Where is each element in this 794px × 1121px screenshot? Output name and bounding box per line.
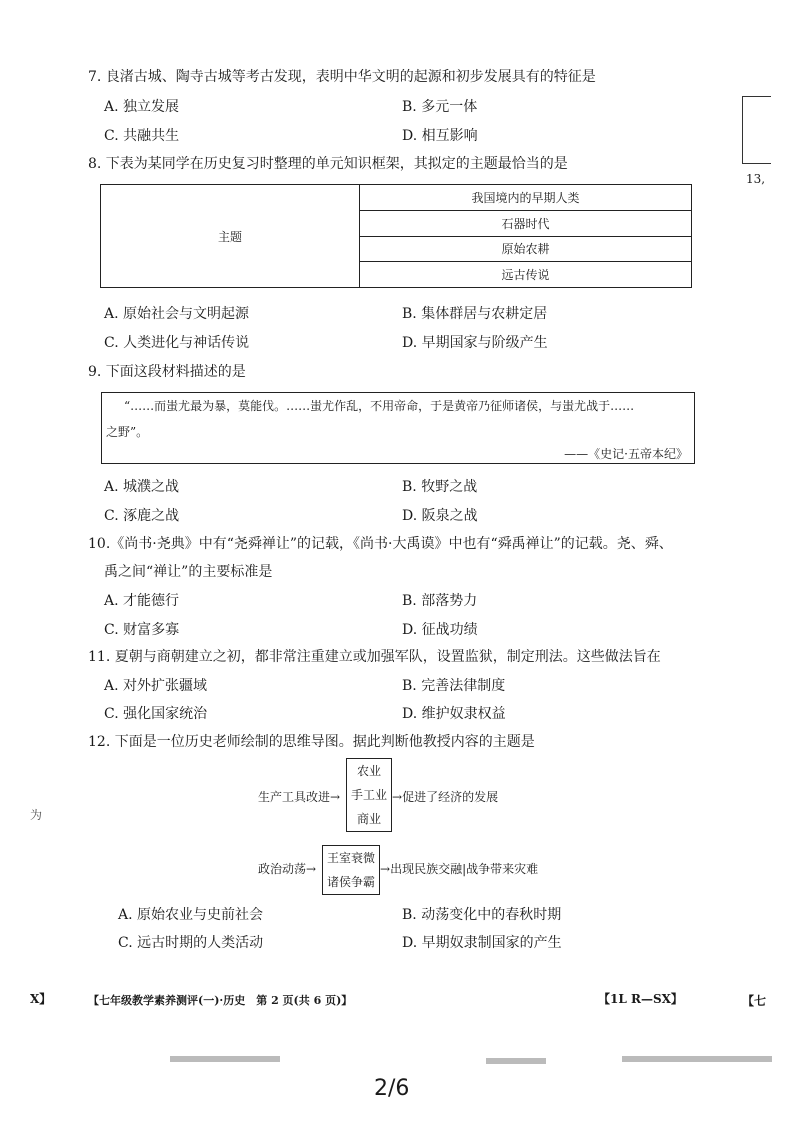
map2-item: 诸侯争霸 xyxy=(326,875,375,889)
q9-option-b: B. 牧野之战 xyxy=(402,479,478,495)
map1-left-label: 生产工具改进→ xyxy=(258,790,341,804)
map1-right-label: →促进了经济的发展 xyxy=(392,790,499,804)
map2-left-label: 政治动荡→ xyxy=(258,862,317,876)
page-indicator: 2/6 xyxy=(374,1076,410,1101)
map1-item: 手工业 xyxy=(350,788,387,802)
footer-left-mark: X】 xyxy=(30,992,52,1006)
footer-code: 【1L R—SX】 xyxy=(598,992,683,1006)
q8-stem: 8. 下表为某同学在历史复习时整理的单元知识框架，其拟定的主题最恰当的是 xyxy=(88,156,568,172)
scan-noise xyxy=(170,1056,280,1062)
table-row: 远古传说 xyxy=(360,262,692,288)
q12-option-a: A. 原始农业与史前社会 xyxy=(118,907,264,923)
q9-option-a: A. 城濮之战 xyxy=(104,479,180,495)
q12-option-c: C. 远古时期的人类活动 xyxy=(118,935,264,951)
scan-noise xyxy=(622,1056,772,1062)
quote-line-1: “……而蚩尤最为暴，莫能伐。……蚩尤作乱，不用帝命，于是黄帝乃征师诸侯，与蚩尤战于…… xyxy=(124,399,635,413)
q7-option-d: D. 相互影响 xyxy=(402,128,478,144)
q8-option-b: B. 集体群居与农耕定居 xyxy=(402,306,548,322)
q11-option-a: A. 对外扩张疆域 xyxy=(104,678,208,694)
map2-right-label: →出现民族交融|战争带来灾难 xyxy=(380,862,539,876)
q9-option-c: C. 涿鹿之战 xyxy=(104,508,180,524)
q10-stem-line-1: 10.《尚书·尧典》中有“尧舜禅让”的记载，《尚书·大禹谟》中也有“舜禹禅让”的记载。尧、舜、 xyxy=(88,536,673,552)
q8-option-d: D. 早期国家与阶级产生 xyxy=(402,335,548,351)
q10-option-c: C. 财富多寡 xyxy=(104,622,180,638)
table-row: 石器时代 xyxy=(360,210,692,236)
quote-box xyxy=(101,392,695,464)
topic-cell: 主题 xyxy=(101,185,360,288)
map2-item: 王室衰微 xyxy=(326,851,375,865)
q8-option-c: C. 人类进化与神话传说 xyxy=(104,335,250,351)
q11-option-c: C. 强化国家统治 xyxy=(104,706,208,722)
table-row: 原始农耕 xyxy=(360,236,692,262)
map1-item: 商业 xyxy=(356,812,381,826)
q12-option-d: D. 早期奴隶制国家的产生 xyxy=(402,935,562,951)
scan-noise xyxy=(486,1058,546,1064)
knowledge-framework-table xyxy=(100,184,692,288)
footer-center: 【七年级教学素养测评(一)·历史 第 2 页(共 6 页)】 xyxy=(88,994,353,1007)
map2-box xyxy=(322,845,380,895)
margin-side-char: 为 xyxy=(30,808,43,822)
q12-stem: 12. 下面是一位历史老师绘制的思维导图。据此判断他教授内容的主题是 xyxy=(88,734,535,750)
quote-line-2: 之野”。 xyxy=(106,425,149,439)
q12-option-b: B. 动荡变化中的春秋时期 xyxy=(402,907,562,923)
margin-edge-code: 13, xyxy=(746,172,766,186)
map1-item: 农业 xyxy=(356,764,381,778)
adjacent-page-edge xyxy=(742,96,771,164)
q10-stem-line-2: 禹之间“禅让”的主要标准是 xyxy=(104,564,273,580)
q10-option-d: D. 征战功绩 xyxy=(402,622,478,638)
footer-far-right: 【七 xyxy=(742,994,767,1008)
q8-option-a: A. 原始社会与文明起源 xyxy=(104,306,250,322)
q11-option-b: B. 完善法律制度 xyxy=(402,678,506,694)
map1-box xyxy=(346,758,392,832)
q10-option-a: A. 才能德行 xyxy=(104,593,180,609)
q7-option-c: C. 共融共生 xyxy=(104,128,180,144)
q11-option-d: D. 维护奴隶权益 xyxy=(402,706,506,722)
q9-option-d: D. 阪泉之战 xyxy=(402,508,478,524)
quote-source: ——《史记·五帝本纪》 xyxy=(564,447,688,461)
q7-stem: 7. 良渚古城、陶寺古城等考古发现，表明中华文明的起源和初步发展具有的特征是 xyxy=(88,69,596,85)
q7-option-a: A. 独立发展 xyxy=(104,99,180,115)
q10-option-b: B. 部落势力 xyxy=(402,593,478,609)
q9-stem: 9. 下面这段材料描述的是 xyxy=(88,364,246,380)
table-row: 我国境内的早期人类 xyxy=(360,185,692,211)
q7-option-b: B. 多元一体 xyxy=(402,99,478,115)
q11-stem: 11. 夏朝与商朝建立之初，都非常注重建立或加强军队，设置监狱，制定刑法。这些做法旨在 xyxy=(88,649,661,665)
